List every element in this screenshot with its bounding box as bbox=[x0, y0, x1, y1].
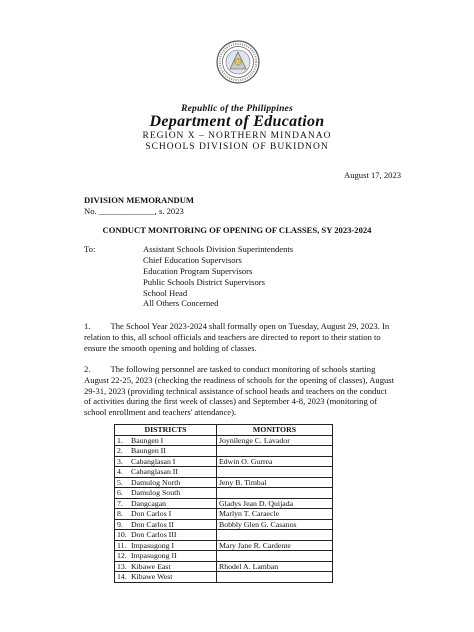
republic-line: Republic of the Philippines bbox=[181, 104, 293, 114]
district-cell bbox=[115, 509, 217, 520]
monitor-cell bbox=[217, 551, 333, 562]
row-number: 10. bbox=[117, 530, 127, 539]
table-row bbox=[115, 477, 333, 488]
memo-subject: CONDUCT MONITORING OF OPENING OF CLASSES, SY 2023-2024 bbox=[102, 225, 372, 235]
district-name: Kibawe West bbox=[131, 572, 173, 581]
table-header-row bbox=[115, 425, 333, 436]
monitor-cell bbox=[217, 530, 333, 541]
paragraph-line: relation to this, all school officials and teachers are directed to report to their station to bbox=[84, 331, 381, 342]
row-number: 4. bbox=[117, 467, 123, 476]
table-row bbox=[115, 488, 333, 499]
table-row bbox=[115, 561, 333, 572]
paragraph-1 bbox=[84, 321, 400, 353]
district-name: Don Carlos I bbox=[131, 509, 172, 518]
monitor-cell: Gladys Jean D. Quijada bbox=[217, 498, 333, 509]
row-number: 8. bbox=[117, 509, 123, 518]
paragraph-line: The following personnel are tasked to conduct monitoring of schools starting bbox=[110, 364, 376, 374]
district-cell bbox=[115, 519, 217, 530]
monitor-cell: Rhodel A. Lamban bbox=[217, 561, 333, 572]
district-cell bbox=[115, 540, 217, 551]
table-row bbox=[115, 498, 333, 509]
recipient-item: School Head bbox=[143, 287, 188, 298]
district-cell bbox=[115, 572, 217, 583]
paragraph-line: ensure the smooth opening and holding of classes. bbox=[84, 342, 257, 353]
paragraph-line: of activities during the first week of classes) and September 4-8, 2023 (monitoring of bbox=[84, 396, 378, 407]
row-number: 13. bbox=[117, 561, 127, 571]
recipient-item: Chief Education Supervisors bbox=[143, 254, 242, 265]
district-name: Don Carlos II bbox=[131, 519, 174, 529]
district-cell bbox=[115, 530, 217, 541]
district-name: Damulog South bbox=[131, 488, 181, 497]
recipient-item: All Others Concerned bbox=[143, 298, 219, 309]
district-name: Don Carlos III bbox=[131, 530, 177, 539]
department-name: Department of Education bbox=[149, 113, 325, 130]
memo-number: No. _____________, s. 2023 bbox=[84, 206, 184, 216]
paragraph-number: 1. bbox=[84, 321, 91, 331]
district-cell bbox=[115, 435, 217, 446]
row-number: 6. bbox=[117, 488, 123, 497]
districts-header: DISTRICTS bbox=[115, 425, 217, 436]
row-number: 7. bbox=[117, 498, 123, 508]
table-row bbox=[115, 509, 333, 520]
monitor-cell: Bobbly Glen G. Casanos bbox=[217, 519, 333, 530]
recipient-item: Public Schools District Supervisors bbox=[143, 276, 265, 287]
district-name: Dangcagan bbox=[131, 498, 167, 508]
monitor-cell: Mary Jane R. Cardente bbox=[217, 540, 333, 551]
monitor-cell: Jeny B. Timbal bbox=[217, 477, 333, 488]
district-name: Damulog North bbox=[131, 477, 181, 487]
recipient-item: Education Program Supervisors bbox=[143, 265, 253, 276]
monitor-cell bbox=[217, 488, 333, 499]
table-row bbox=[115, 551, 333, 562]
row-number: 2. bbox=[117, 446, 123, 455]
table-row bbox=[115, 530, 333, 541]
district-name: Cabanglasan I bbox=[131, 456, 176, 466]
district-name: Cabanglasan II bbox=[131, 467, 178, 476]
row-number: 11. bbox=[117, 540, 127, 550]
table-body bbox=[115, 435, 333, 582]
memo-type: DIVISION MEMORANDUM bbox=[84, 195, 195, 205]
row-number: 5. bbox=[117, 477, 123, 487]
district-cell bbox=[115, 488, 217, 499]
recipient-list bbox=[143, 244, 293, 309]
paragraph-line: 29-31, 2023 (providing technical assistance of school heads and teachers on the conduct bbox=[84, 385, 387, 396]
row-number: 9. bbox=[117, 519, 123, 529]
table-row bbox=[115, 446, 333, 457]
row-number: 14. bbox=[117, 572, 127, 581]
row-number: 1. bbox=[117, 435, 123, 445]
recipient-item: Assistant Schools Division Superintendents bbox=[143, 244, 294, 254]
district-name: Baungen II bbox=[131, 446, 166, 455]
district-name: Impasugong II bbox=[131, 551, 177, 560]
district-cell bbox=[115, 467, 217, 478]
districts-monitors-table bbox=[114, 424, 333, 583]
district-cell bbox=[115, 498, 217, 509]
division-line: SCHOOLS DIVISION OF BUKIDNON bbox=[145, 142, 329, 152]
paragraph-number: 2. bbox=[84, 364, 91, 374]
district-cell bbox=[115, 561, 217, 572]
district-name: Impasugong I bbox=[131, 540, 175, 550]
district-cell bbox=[115, 456, 217, 467]
paragraph-line: school enrollment and teachers' attendance). bbox=[84, 407, 237, 418]
table-row bbox=[115, 456, 333, 467]
district-cell bbox=[115, 477, 217, 488]
paragraph-2 bbox=[84, 364, 400, 418]
table-row bbox=[115, 540, 333, 551]
monitor-cell: Marlyn T. Caraecle bbox=[217, 509, 333, 520]
region-line: REGION X – NORTHERN MINDANAO bbox=[142, 131, 332, 141]
monitor-cell: Edwin O. Gurrea bbox=[217, 456, 333, 467]
table-row bbox=[115, 435, 333, 446]
monitor-cell: Joynilenge C. Lavador bbox=[217, 435, 333, 446]
district-name: Kibawe East bbox=[131, 561, 171, 571]
table-row bbox=[115, 519, 333, 530]
paragraph-line: The School Year 2023-2024 shall formally open on Tuesday, August 29, 2023. In bbox=[110, 321, 390, 331]
district-cell bbox=[115, 446, 217, 457]
memo-date: August 17, 2023 bbox=[344, 170, 402, 180]
monitor-cell bbox=[217, 572, 333, 583]
to-label: To: bbox=[84, 244, 96, 254]
row-number: 3. bbox=[117, 456, 123, 466]
district-cell bbox=[115, 551, 217, 562]
table-row bbox=[115, 467, 333, 478]
deped-seal-icon bbox=[216, 40, 260, 84]
monitors-header: MONITORS bbox=[217, 425, 333, 436]
table-row bbox=[115, 572, 333, 583]
paragraph-line: August 22-25, 2023 (checking the readiness of schools for the opening of classes), August bbox=[84, 374, 395, 385]
district-name: Baungen I bbox=[131, 435, 164, 445]
monitor-cell bbox=[217, 446, 333, 457]
row-number: 12. bbox=[117, 551, 127, 560]
monitor-cell bbox=[217, 467, 333, 478]
